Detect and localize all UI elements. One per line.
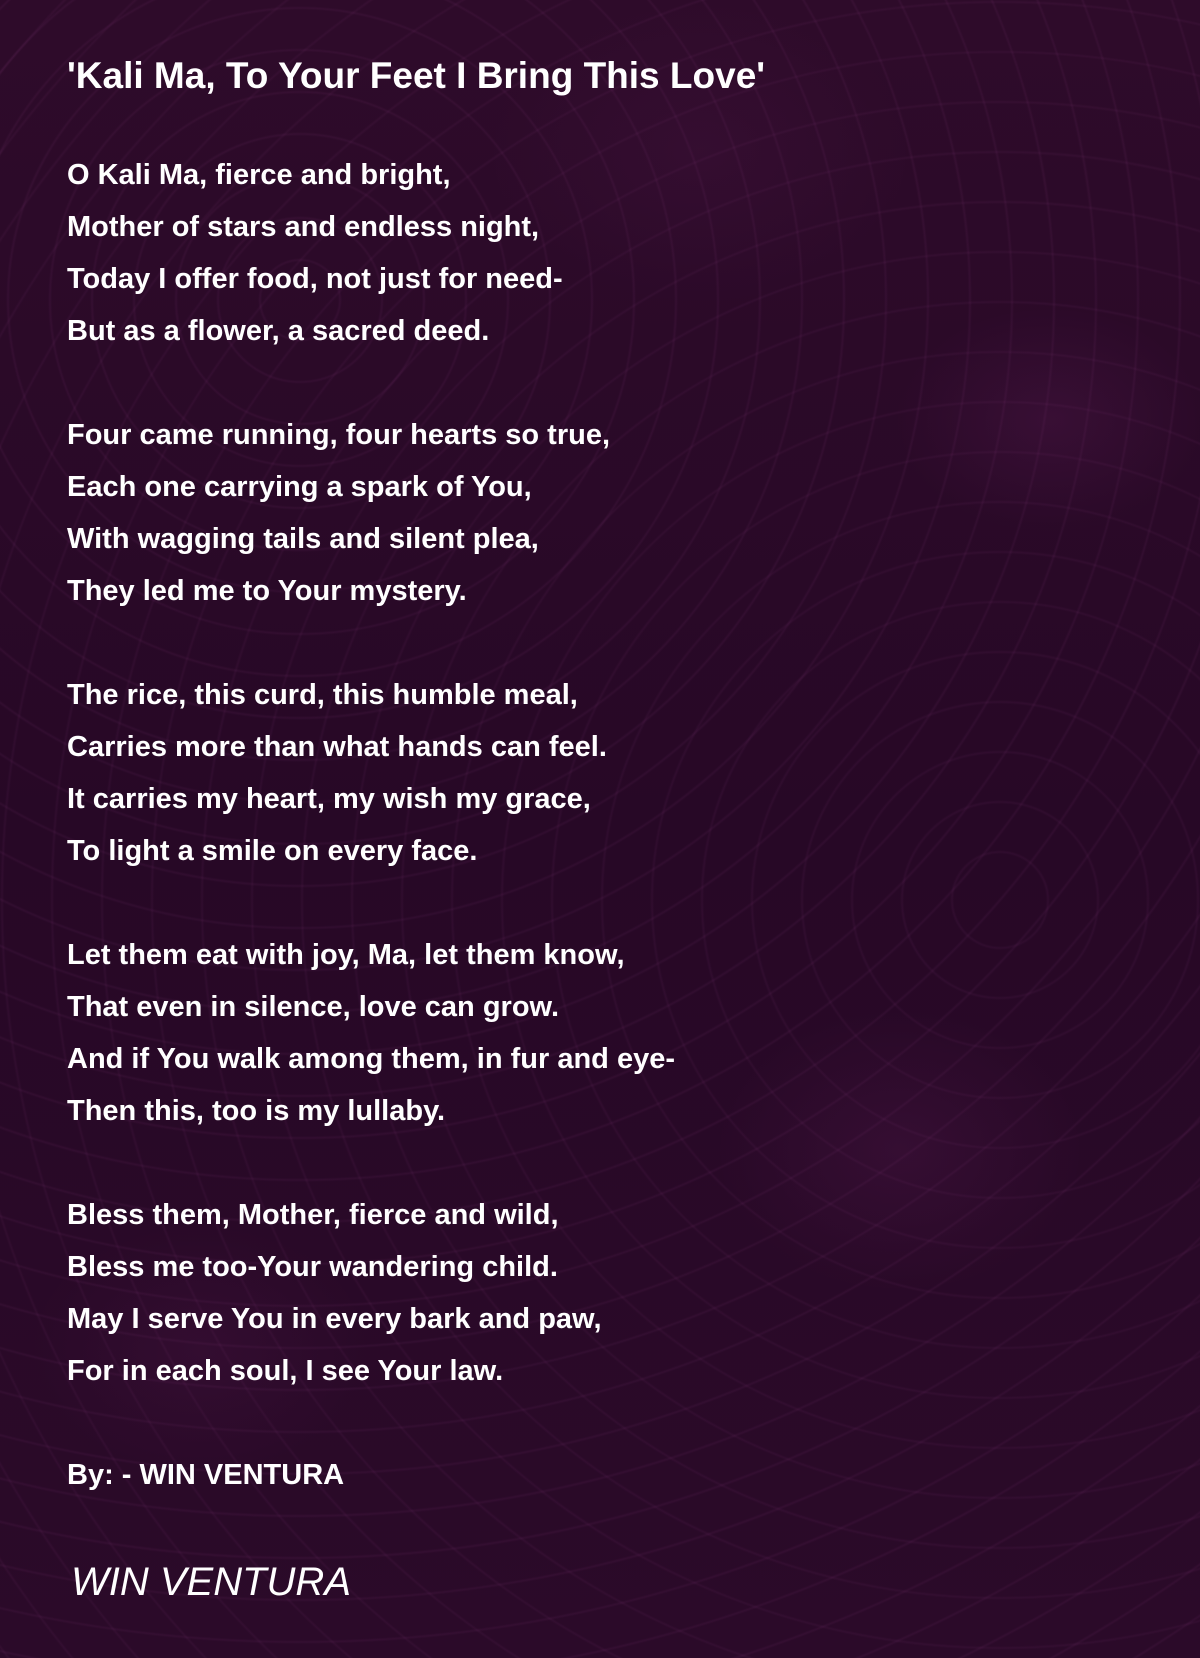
stanza-3 [67,669,1137,877]
stanza-2 [67,409,1137,617]
stanza-1 [67,149,1137,357]
poem-line: Then this, too is my lullaby. [67,1095,446,1127]
author-signature: WIN VENTURA [71,1560,351,1604]
poem-line: It carries my heart, my wish my grace, [67,783,591,815]
poem-line: And if You walk among them, in fur and eye- [67,1043,675,1075]
poem-line: Let them eat with joy, Ma, let them know, [67,939,625,971]
poem-line: May I serve You in every bark and paw, [67,1303,602,1335]
poem-body [67,149,1137,1501]
stanza-4 [67,929,1137,1137]
poem-line: Each one carrying a spark of You, [67,471,532,503]
poem-line: Mother of stars and endless night, [67,211,540,243]
poem-line: The rice, this curd, this humble meal, [67,679,578,711]
poem-line: To light a smile on every face. [67,835,478,867]
poem-line: Bless them, Mother, fierce and wild, [67,1199,559,1231]
poem-line: With wagging tails and silent plea, [67,523,539,555]
stanza-5 [67,1189,1137,1397]
poem-line: For in each soul, I see Your law. [67,1355,504,1387]
poem-line: Bless me too-Your wandering child. [67,1251,558,1283]
poem-line: But as a flower, a sacred deed. [67,315,490,347]
poem-byline: By: - WIN VENTURA [67,1459,345,1491]
poem-line: Today I offer food, not just for need- [67,263,563,295]
poem-line: Four came running, four hearts so true, [67,419,611,451]
poem-line: That even in silence, love can grow. [67,991,560,1023]
poem-line: They led me to Your mystery. [67,575,467,607]
poem-line: Carries more than what hands can feel. [67,731,607,763]
poem-line: O Kali Ma, fierce and bright, [67,159,451,191]
poem-card [67,52,1137,1501]
poem-title: 'Kali Ma, To Your Feet I Bring This Love' [67,55,766,96]
